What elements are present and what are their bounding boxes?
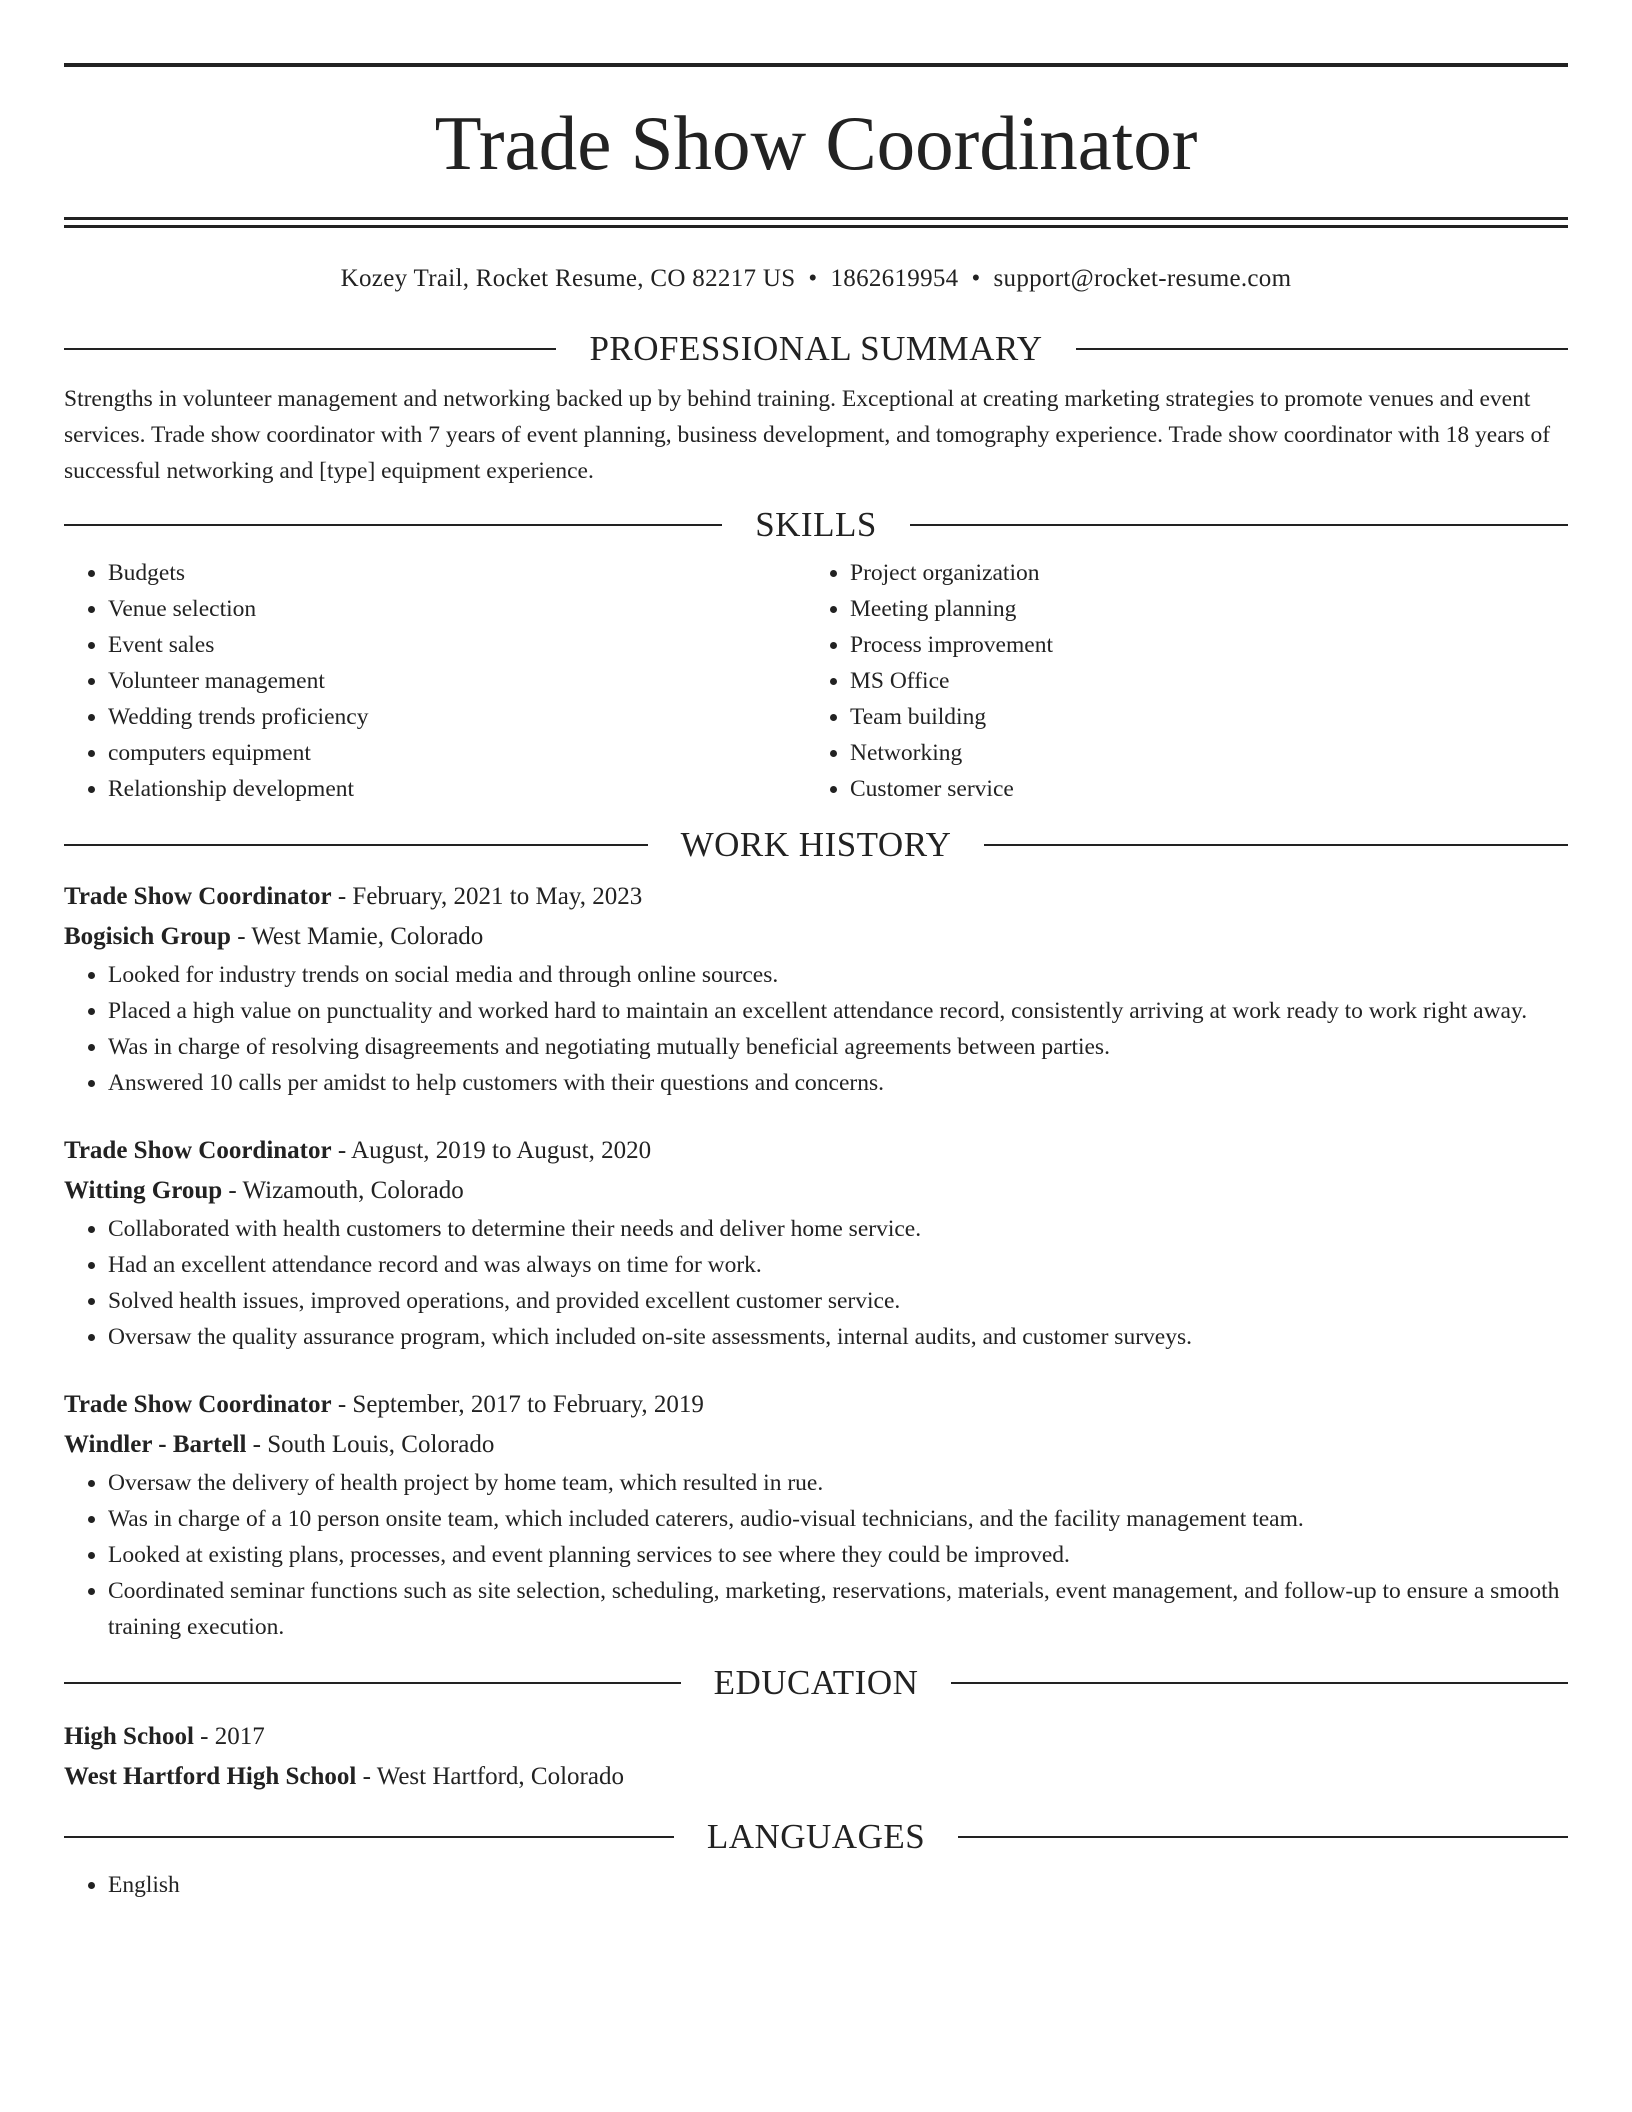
job-company-line [64,1425,1568,1465]
skill-item: • MS Office [850,663,1548,699]
section-title: EDUCATION [713,1663,919,1702]
section-title: PROFESSIONAL SUMMARY [589,329,1043,368]
section-title: LANGUAGES [706,1817,926,1856]
contact-address: Kozey Trail, Rocket Resume, CO 82217 US [340,265,796,292]
job-bullet: • Collaborated with health customers to determine their needs and deliver home service. [108,1211,1568,1247]
job-dates: - August, 2019 to August, 2020 [331,1137,652,1164]
job-bullet: • Oversaw the delivery of health project by home team, which resulted in rue. [108,1465,1568,1501]
section-heading-languages [64,1815,1568,1859]
summary-text: Strengths in volunteer management and networking backed up by behind training. Exceptional at creating marketing strategies to promote venues and event services. Trade show coordinator with 7 years of event planning, business development, and tomography experience. Trade show coordinator with 18 years of successful networking and [type] equipment experience. [64,386,1551,484]
skill-item: • Process improvement [850,627,1548,663]
skill-item: • Wedding trends proficiency [108,699,806,735]
section-title: WORK HISTORY [680,825,952,864]
skills-grid [64,555,1568,807]
job-entry [64,1385,1568,1645]
job-dates: - September, 2017 to February, 2019 [331,1391,704,1418]
job-bullet: • Was in charge of a 10 person onsite team, which included caterers, audio-visual technicians, and the facility management team. [108,1501,1568,1537]
contact-separator: • [808,265,818,292]
job-dates: - February, 2021 to May, 2023 [331,883,643,910]
job-title: Trade Show Coordinator [64,883,332,910]
contact-line [64,263,1568,295]
job-company: Windler - Bartell [64,1431,247,1458]
job-bullet: • Solved health issues, improved operations, and provided excellent customer service. [108,1283,1568,1319]
job-bullet: • Looked at existing plans, processes, and event planning services to see where they could be improved. [108,1537,1568,1573]
education-degree: High School [64,1723,194,1750]
resume-page [64,0,1568,1903]
heading-rule [64,348,556,350]
job-company-line [64,1171,1568,1211]
heading-rule [1076,348,1568,350]
job-bullet: • Had an excellent attendance record and was always on time for work. [108,1247,1568,1283]
skill-item: • Project organization [850,555,1548,591]
job-location: - West Mamie, Colorado [230,923,484,950]
job-title-line [64,1385,1568,1425]
heading-rule [64,844,648,846]
job-bullet: • Answered 10 calls per amidst to help customers with their questions and concerns. [108,1065,1568,1101]
skill-item: • Budgets [108,555,806,591]
job-title-line [64,877,1568,917]
heading-rule [910,524,1568,526]
job-bullet: • Placed a high value on punctuality and worked hard to maintain an excellent attendance record, consistently arriving at work ready to work right away. [108,993,1568,1029]
skill-item: • Customer service [850,771,1548,807]
education-school-line [64,1757,1568,1797]
heading-rule [64,1682,681,1684]
skills-column-right [806,555,1548,807]
skill-item: • Venue selection [108,591,806,627]
heading-rule [951,1682,1568,1684]
job-location: - Wizamouth, Colorado [222,1177,464,1204]
job-bullet: • Oversaw the quality assurance program, which included on-site assessments, internal audits, and customer surveys. [108,1319,1568,1355]
heading-rule [984,844,1568,846]
skill-item: • Meeting planning [850,591,1548,627]
top-rule [64,63,1568,67]
heading-rule [958,1836,1568,1838]
job-entry [64,877,1568,1101]
heading-rule [64,1836,674,1838]
skill-item: • Volunteer management [108,663,806,699]
job-title: Trade Show Coordinator [64,1137,332,1164]
job-location: - South Louis, Colorado [246,1431,495,1458]
job-bullet: • Coordinated seminar functions such as site selection, scheduling, marketing, reservations, materials, event management, and follow-up to ensure a smooth training execution. [108,1573,1568,1645]
job-title: Trade Show Coordinator [64,1391,332,1418]
skill-item: • Event sales [108,627,806,663]
skill-item: • Networking [850,735,1548,771]
section-heading-work [64,823,1568,867]
contact-separator: • [971,265,981,292]
job-company: Bogisich Group [64,923,231,950]
skill-item: • Team building [850,699,1548,735]
education-school: West Hartford High School [64,1763,357,1790]
title-double-rule [64,217,1568,228]
contact-email: support@rocket-resume.com [993,265,1292,292]
skill-item: • Relationship development [108,771,806,807]
job-company-line [64,917,1568,957]
job-bullet: • Looked for industry trends on social media and through online sources. [108,957,1568,993]
section-heading-skills [64,503,1568,547]
section-heading-summary [64,327,1568,371]
education-location: - West Hartford, Colorado [356,1763,624,1790]
education-degree-line [64,1717,1568,1757]
section-heading-education [64,1661,1568,1705]
resume-title: Trade Show Coordinator [434,100,1198,186]
job-bullet: • Was in charge of resolving disagreements and negotiating mutually beneficial agreements between parties. [108,1029,1568,1065]
language-item: • English [108,1867,1568,1903]
job-title-line [64,1131,1568,1171]
job-entry [64,1131,1568,1355]
job-company: Witting Group [64,1177,223,1204]
section-title: SKILLS [755,505,877,544]
skill-item: • computers equipment [108,735,806,771]
education-year: - 2017 [193,1723,265,1750]
contact-phone: 1862619954 [830,265,959,292]
heading-rule [64,524,722,526]
skills-column-left [64,555,806,807]
education-entry [64,1717,1568,1797]
